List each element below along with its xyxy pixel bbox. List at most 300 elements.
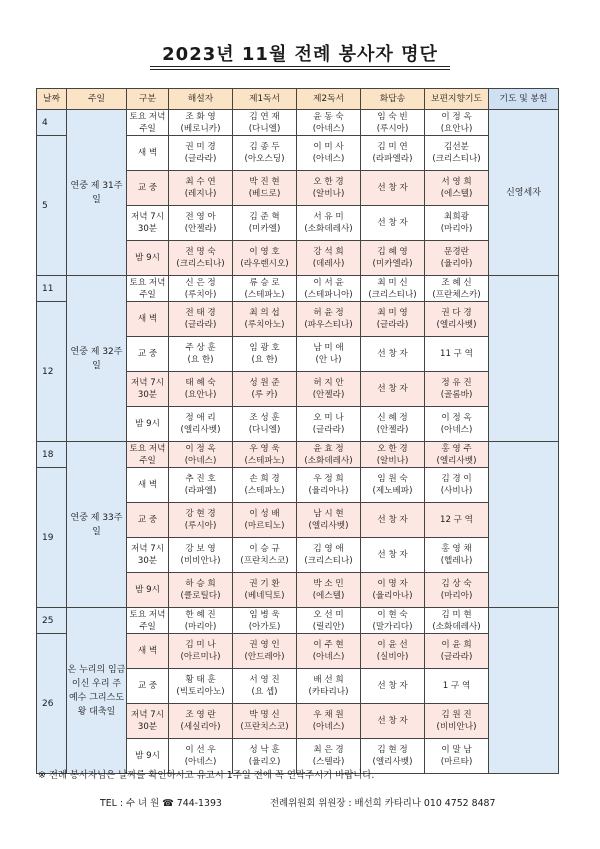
volunteer-cell [169,241,233,276]
volunteer-name: 윤 효 정 [313,443,344,454]
volunteer-cell [425,573,489,608]
volunteer-saint-name: (마리아) [440,591,473,601]
volunteer-name: 남 미 애 [313,343,344,353]
table-row [37,608,559,634]
service-type-cell: 새 벽 [127,634,169,669]
volunteer-cell [297,573,361,608]
volunteer-cell [425,442,489,468]
service-type-cell: 교 중 [127,337,169,372]
date-cell: 12 [37,302,67,442]
volunteer-cell [233,136,297,171]
volunteer-saint-name: (알비나) [312,189,345,199]
volunteer-cell [297,206,361,241]
notice-text: ※ 전례 봉사자님은 날짜를 확인하시고 유고시 1주일 전에 꼭 연락주시기 바랍니다. [38,770,375,781]
volunteer-cell [233,442,297,468]
volunteer-saint-name: (엘리사벳) [436,455,477,466]
volunteer-cell [297,241,361,276]
volunteer-name: 우 정 희 [313,474,344,484]
volunteer-name: 윤 동 숙 [313,111,344,122]
volunteer-cell [425,704,489,739]
volunteer-cell [169,503,233,538]
volunteer-cell [297,337,361,372]
volunteer-name: 김 미 나 [185,640,216,650]
volunteer-cell [425,669,489,704]
volunteer-name: 김 경 이 [441,474,472,484]
volunteer-cell [361,704,425,739]
volunteer-saint-name: (아네스) [312,154,345,164]
volunteer-cell [425,206,489,241]
volunteer-cell [361,171,425,206]
volunteer-cell [233,206,297,241]
volunteer-name: 김 현 정 [377,745,408,755]
volunteer-name: 서 영 진 [249,675,280,685]
volunteer-name: 임 원 숙 [377,474,408,484]
volunteer-name: 주 상 훈 [185,343,216,353]
volunteer-saint-name: (베드로) [248,189,281,199]
volunteer-cell [425,468,489,503]
volunteer-name: 임 병 욱 [249,609,280,620]
title-underline-top [150,66,450,67]
service-type-cell: 밤 9시 [127,573,169,608]
volunteer-cell [425,407,489,442]
volunteer-saint-name: (요 한) [187,355,214,365]
volunteer-cell [297,503,361,538]
volunteer-cell [169,468,233,503]
header-type: 구분 [127,89,169,110]
volunteer-saint-name: (율리아나) [308,486,349,496]
volunteer-name: 박 진 현 [249,177,280,187]
volunteer-name: 이 명 자 [377,579,408,589]
header-reading2: 제2독서 [297,89,361,110]
volunteer-name: 선 창 자 [377,218,408,228]
table-row [37,110,559,136]
volunteer-name: 태 혜 숙 [185,378,216,388]
header-offering: 기도 및 봉헌 [489,89,559,110]
volunteer-saint-name: (알비나) [376,455,409,466]
volunteer-saint-name: (다니엘) [248,123,281,134]
volunteer-name: 이 성 배 [249,509,280,519]
volunteer-cell [361,206,425,241]
volunteer-cell [297,669,361,704]
volunteer-saint-name: (율리아) [440,259,473,269]
volunteer-cell [361,110,425,136]
header-commentator: 해설자 [169,89,233,110]
header-date: 날짜 [37,89,67,110]
volunteer-saint-name: (제노베파) [372,486,413,496]
volunteer-name: 전 명 숙 [185,247,216,257]
volunteer-saint-name: (사비나) [440,486,473,496]
volunteer-saint-name: (크리스티나) [368,289,417,300]
date-cell: 26 [37,634,67,774]
volunteer-name: 김 준 혁 [249,212,280,222]
volunteer-name: 선 창 자 [377,716,408,726]
volunteer-name: 허 지 안 [313,378,344,388]
volunteer-cell [425,608,489,634]
volunteer-saint-name: (안젤라) [184,224,217,234]
volunteer-name: 이 현 숙 [377,609,408,620]
volunteer-saint-name: (크리스티나) [304,556,353,566]
volunteer-name: 이 주 현 [313,640,344,650]
volunteer-name: 전 영 아 [185,212,216,222]
volunteer-saint-name: (아네스) [184,455,217,466]
header-psalm: 화답송 [361,89,425,110]
date-cell: 18 [37,442,67,468]
service-type-cell: 토요 저녁주일 [127,110,169,136]
volunteer-cell [233,538,297,573]
volunteer-cell [169,407,233,442]
volunteer-cell [425,372,489,407]
volunteer-saint-name: (베네딕토) [244,591,285,601]
volunteer-saint-name: (루시아) [184,521,217,531]
volunteer-saint-name: (크리스티나) [176,259,225,269]
volunteer-cell [425,110,489,136]
volunteer-saint-name: (율리오) [248,757,281,767]
volunteer-cell [169,608,233,634]
volunteer-name: 박 명 신 [249,710,280,720]
volunteer-cell [233,276,297,302]
volunteer-cell [233,337,297,372]
volunteer-name: 우 영 욱 [249,443,280,454]
volunteer-cell [169,372,233,407]
volunteer-cell [233,669,297,704]
volunteer-saint-name: (레지나) [184,189,217,199]
volunteer-name: 김 미 연 [377,142,408,152]
volunteer-saint-name: (아네스) [184,757,217,767]
date-cell: 11 [37,276,67,302]
service-type-cell: 새 벽 [127,468,169,503]
service-type-cell: 토요 저녁주일 [127,276,169,302]
volunteer-cell [169,669,233,704]
volunteer-cell [169,337,233,372]
volunteer-name: 이 윤 희 [441,640,472,650]
volunteer-saint-name: (헬레나) [440,556,473,566]
volunteer-saint-name: (마르티노) [244,521,285,531]
volunteer-cell [361,468,425,503]
volunteer-name: 홍 영 주 [441,443,472,454]
volunteer-name: 우 채 원 [313,710,344,720]
volunteer-cell [169,704,233,739]
volunteer-cell [297,468,361,503]
volunteer-cell [233,468,297,503]
volunteer-cell [233,302,297,337]
volunteer-name: 이 윤 선 [377,640,408,650]
volunteer-name: 정 유 진 [441,378,472,388]
service-type-cell: 저녁 7시30분 [127,206,169,241]
volunteer-saint-name: (스테파니아) [304,289,353,300]
volunteer-cell [169,634,233,669]
volunteer-cell [361,136,425,171]
service-type-cell: 밤 9시 [127,241,169,276]
volunteer-saint-name: (빅토리아노) [176,687,225,697]
volunteer-name: 이 선 우 [185,745,216,755]
volunteer-cell [297,372,361,407]
volunteer-name: 선 창 자 [377,349,408,359]
volunteer-name: 이 정 옥 [185,443,216,454]
volunteer-cell [297,634,361,669]
volunteer-cell [425,276,489,302]
service-type-cell: 토요 저녁주일 [127,442,169,468]
volunteer-name: 문경란 [444,247,469,257]
volunteer-name: 남 시 현 [313,509,344,519]
volunteer-name: 오 미 나 [313,413,344,423]
volunteer-saint-name: (프란체스카) [432,289,481,300]
volunteer-saint-name: (엘리사벳) [372,757,413,767]
volunteer-saint-name: (스텔라) [312,757,345,767]
volunteer-cell [425,136,489,171]
volunteer-saint-name: (베로니카) [180,123,221,134]
volunteer-cell [297,538,361,573]
volunteer-saint-name: (아오스딩) [244,154,285,164]
volunteer-cell [361,634,425,669]
volunteer-saint-name: (엘리사벳) [436,320,477,330]
volunteer-saint-name: (아가토) [248,621,281,632]
volunteer-cell [425,241,489,276]
volunteer-name: 정 애 리 [185,413,216,423]
volunteer-cell [169,442,233,468]
volunteer-name: 11 구 역 [439,349,473,359]
volunteer-saint-name: (루치아노) [244,320,285,330]
service-type-cell: 저녁 7시30분 [127,704,169,739]
volunteer-name: 하 승 희 [185,579,216,589]
volunteer-saint-name: (프란치스코) [240,722,289,732]
volunteer-name: 이 영 호 [249,247,280,257]
volunteer-name: 이 서 윤 [313,277,344,288]
volunteer-name: 강 보 영 [185,544,216,554]
volunteer-saint-name: (비비안나) [436,722,477,732]
volunteer-cell [361,608,425,634]
volunteer-cell [425,503,489,538]
volunteer-saint-name: (실비아) [376,652,409,662]
volunteer-cell [361,442,425,468]
volunteer-saint-name: (루시아) [376,123,409,134]
volunteer-saint-name: (미카엘) [248,224,281,234]
volunteer-saint-name: (릴리안) [312,621,345,632]
volunteer-name: 추 진 호 [185,474,216,484]
volunteer-saint-name: (비비안나) [180,556,221,566]
volunteer-name: 이 미 사 [313,142,344,152]
volunteer-name: 오 한 경 [313,177,344,187]
footer-tel: TEL : 수 녀 원 ☎ 744-1393 [100,798,222,809]
volunteer-name: 선 창 자 [377,183,408,193]
volunteer-cell [361,573,425,608]
volunteer-name: 이 말 남 [441,745,472,755]
roster-table [36,88,559,774]
volunteer-name: 임 숙 빈 [377,111,408,122]
offering-cell [489,442,559,608]
volunteer-name: 선 창 자 [377,550,408,560]
header-row [37,89,559,110]
volunteer-name: 강 석 희 [313,247,344,257]
volunteer-saint-name: (아네스) [312,652,345,662]
volunteer-saint-name: (클로틸다) [180,591,221,601]
volunteer-cell [361,503,425,538]
volunteer-cell [297,407,361,442]
volunteer-cell [425,538,489,573]
volunteer-saint-name: (요안나) [440,123,473,134]
volunteer-cell [169,573,233,608]
header-sunday: 주일 [67,89,127,110]
volunteer-saint-name: (마르타) [440,757,473,767]
volunteer-saint-name: (다니엘) [248,425,281,435]
volunteer-saint-name: (에스텔) [440,189,473,199]
volunteer-name: 최희광 [444,212,469,222]
offering-cell: 신영세자 [489,110,559,276]
volunteer-cell [233,608,297,634]
volunteer-cell [425,302,489,337]
footer-committee: 전례위원회 위원장 : 배선희 카타리나 010 4752 8487 [270,798,496,809]
volunteer-cell [361,337,425,372]
volunteer-cell [361,241,425,276]
volunteer-cell [233,503,297,538]
volunteer-saint-name: (글라라) [440,652,473,662]
sunday-cell: 연중 제 33주일 [67,442,127,608]
volunteer-name: 오 선 미 [313,609,344,620]
volunteer-saint-name: (엘리사벳) [308,521,349,531]
volunteer-name: 신 은 정 [185,277,216,288]
volunteer-cell [361,372,425,407]
volunteer-cell [425,171,489,206]
volunteer-saint-name: (아네스) [440,425,473,435]
volunteer-saint-name: (아네스) [312,722,345,732]
volunteer-cell [361,669,425,704]
volunteer-saint-name: (글라라) [312,425,345,435]
date-cell: 25 [37,608,67,634]
volunteer-name: 홍 영 채 [441,544,472,554]
date-cell: 5 [37,136,67,276]
volunteer-cell [297,110,361,136]
volunteer-name: 김 영 애 [313,544,344,554]
volunteer-name: 류 승 로 [249,277,280,288]
volunteer-name: 김 연 재 [249,111,280,122]
volunteer-cell [361,276,425,302]
volunteer-name: 조 성 훈 [249,413,280,423]
date-cell: 19 [37,468,67,608]
date-cell: 4 [37,110,67,136]
volunteer-saint-name: (스테파노) [244,289,285,300]
volunteer-cell [297,171,361,206]
service-type-cell: 저녁 7시30분 [127,538,169,573]
volunteer-name: 김 상 숙 [441,579,472,589]
volunteer-name: 12 구 역 [439,515,473,525]
volunteer-name: 이 승 규 [249,544,280,554]
volunteer-name: 권 영 인 [249,640,280,650]
volunteer-saint-name: (소화데레사) [432,621,481,632]
volunteer-cell [233,704,297,739]
table-row [37,442,559,468]
volunteer-cell [169,110,233,136]
volunteer-name: 배 선 희 [313,675,344,685]
title-underline-bottom [150,69,450,70]
volunteer-name: 전 태 경 [185,308,216,318]
volunteer-saint-name: (라파엘라) [372,154,413,164]
volunteer-saint-name: (크리스티나) [432,154,481,164]
volunteer-name: 조 영 란 [185,710,216,720]
table-row [37,276,559,302]
volunteer-saint-name: (스테파노) [244,455,285,466]
sunday-cell: 연중 제 32주일 [67,276,127,442]
service-type-cell: 밤 9시 [127,407,169,442]
volunteer-name: 김 혜 영 [377,247,408,257]
volunteer-saint-name: (데레사) [312,259,345,269]
service-type-cell: 밤 9시 [127,739,169,774]
volunteer-name: 임 광 호 [249,343,280,353]
sunday-cell: 연중 제 31주일 [67,110,127,276]
volunteer-cell [169,171,233,206]
volunteer-name: 김 미 현 [441,609,472,620]
volunteer-cell [233,372,297,407]
volunteer-saint-name: (안 나) [315,355,342,365]
page-title: 2023년 11월 전례 봉사자 명단 [162,44,438,65]
volunteer-name: 권 미 경 [185,142,216,152]
volunteer-saint-name: (아네스) [312,123,345,134]
volunteer-name: 1 구 역 [442,681,471,691]
volunteer-name: 최 미 신 [377,277,408,288]
volunteer-name: 신 혜 정 [377,413,408,423]
volunteer-saint-name: (소화데레사) [304,224,353,234]
volunteer-name: 오 한 경 [377,443,408,454]
volunteer-name: 최 수 연 [185,177,216,187]
roster-body [37,110,559,774]
volunteer-cell [297,136,361,171]
volunteer-saint-name: (글라라) [184,320,217,330]
volunteer-saint-name: (마리아) [184,621,217,632]
volunteer-saint-name: (글라라) [184,154,217,164]
volunteer-saint-name: (엘리사벳) [180,425,221,435]
volunteer-cell [169,276,233,302]
volunteer-cell [233,241,297,276]
volunteer-name: 조 혜 신 [441,277,472,288]
volunteer-saint-name: (세실리아) [180,722,221,732]
header-reading1: 제1독서 [233,89,297,110]
volunteer-name: 최 은 경 [313,745,344,755]
volunteer-cell [361,302,425,337]
volunteer-cell [233,171,297,206]
volunteer-name: 권 기 환 [249,579,280,589]
volunteer-name: 서 영 희 [441,177,472,187]
volunteer-cell [361,407,425,442]
service-type-cell: 새 벽 [127,302,169,337]
volunteer-cell [297,608,361,634]
volunteer-cell [169,206,233,241]
volunteer-name: 허 윤 정 [313,308,344,318]
volunteer-cell [233,407,297,442]
volunteer-saint-name: (안젤라) [312,390,345,400]
volunteer-name: 김선분 [444,142,469,152]
volunteer-saint-name: (율리아나) [372,591,413,601]
volunteer-saint-name: (라우렌시오) [240,259,289,269]
volunteer-name: 권 다 경 [441,308,472,318]
volunteer-saint-name: (안드레아) [244,652,285,662]
volunteer-name: 황 태 훈 [185,675,216,685]
volunteer-cell [297,302,361,337]
volunteer-cell [297,442,361,468]
volunteer-cell [169,538,233,573]
volunteer-saint-name: (라파엘) [184,486,217,496]
volunteer-cell [297,704,361,739]
service-type-cell: 교 중 [127,171,169,206]
volunteer-cell [361,538,425,573]
service-type-cell: 새 벽 [127,136,169,171]
volunteer-saint-name: (프란치스코) [240,556,289,566]
volunteer-name: 서 유 미 [313,212,344,222]
volunteer-name: 선 창 자 [377,515,408,525]
volunteer-saint-name: (골롬바) [440,390,473,400]
volunteer-saint-name: (미카엘라) [372,259,413,269]
volunteer-saint-name: (스테파노) [244,486,285,496]
volunteer-cell [425,634,489,669]
volunteer-saint-name: (루치아) [184,289,217,300]
volunteer-name: 선 창 자 [377,384,408,394]
